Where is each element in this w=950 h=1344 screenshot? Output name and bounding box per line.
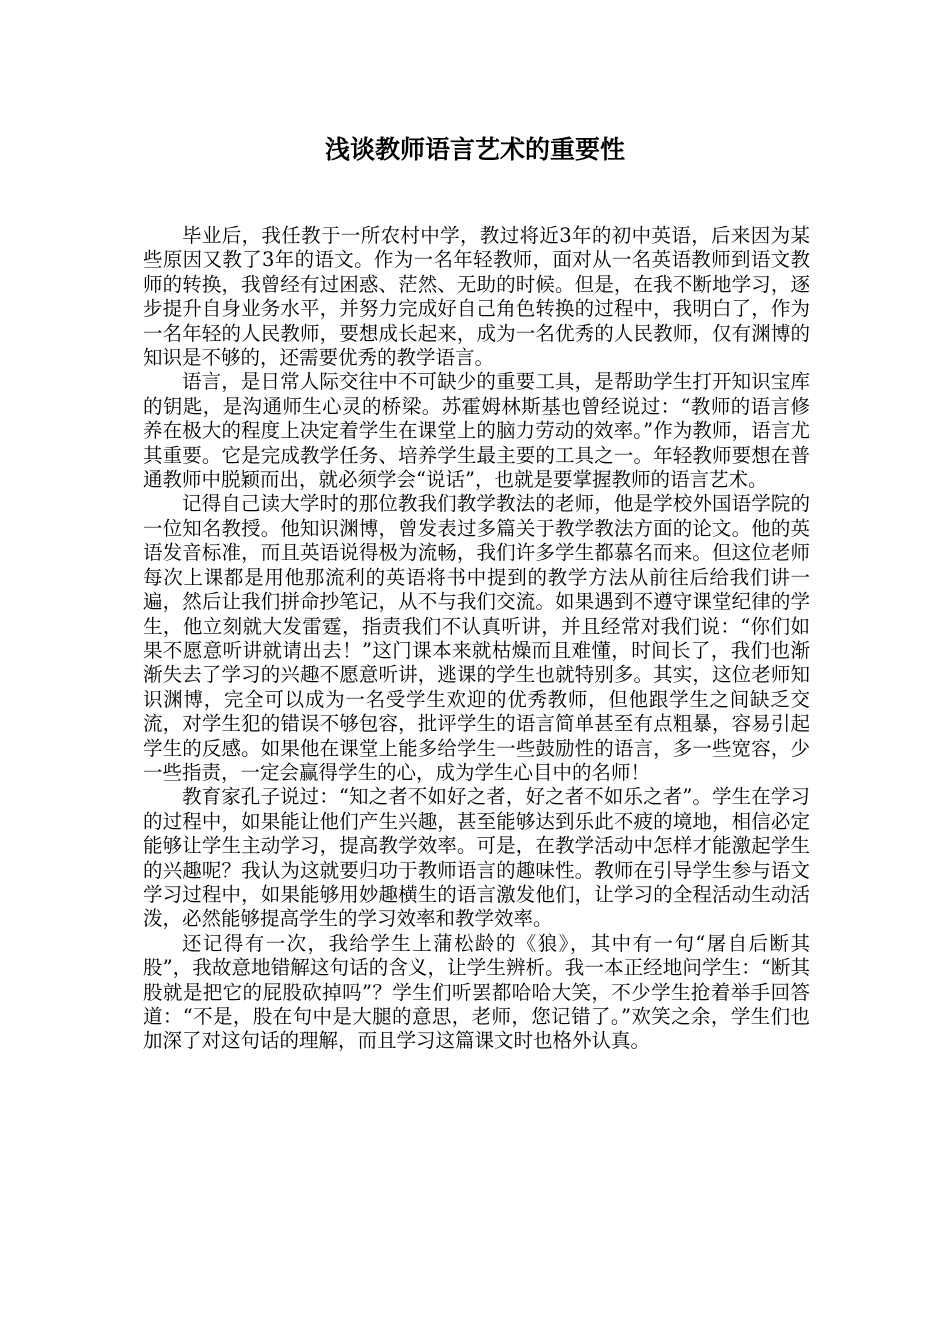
- document-body: [143, 224, 810, 1054]
- document-title: 浅谈教师语言艺术的重要性: [324, 135, 625, 164]
- paragraph: 毕业后，我任教于一所农村中学，教过将近3年的初中英语，后来因为某些原因又教了3年的语文。作为一名年轻教师，面对从一名英语教师到语文教师的转换，我曾经有过困惑、茫然、无助的时候。但是，在我不断地学习，逐步提升自身业务水平，并努力完成好自己角色转换的过程中，我明白了，作为一名年轻的人民教师，要想成长起来，成为一名优秀的人民教师，仅有渊博的知识是不够的，还需要优秀的教学语言。: [143, 224, 810, 370]
- paragraph: 记得自己读大学时的那位教我们教学教法的老师，他是学校外国语学院的一位知名教授。他知识渊博，曾发表过多篇关于教学教法方面的论文。他的英语发音标准，而且英语说得极为流畅，我们许多学生都慕名而来。但这位老师每次上课都是用他那流利的英语将书中提到的教学方法从前往后给我们讲一遍，然后让我们拼命抄笔记，从不与我们交流。如果遇到不遵守课堂纪律的学生，他立刻就大发雷霆，指责我们不认真听讲，并且经常对我们说：“你们如果不愿意听讲就请出去！”这门课本来就枯燥而且难懂，时间长了，我们也渐渐失去了学习的兴趣不愿意听讲，逃课的学生也就特别多。其实，这位老师知识渊博，完全可以成为一名受学生欢迎的优秀教师，但他跟学生之间缺乏交流，对学生犯的错误不够包容，批评学生的语言简单甚至有点粗暴，容易引起学生的反感。如果他在课堂上能多给学生一些鼓励性的语言，多一些宽容，少一些指责，一定会赢得学生的心，成为学生心目中的名师！: [143, 492, 810, 784]
- paragraph: 还记得有一次，我给学生上蒲松龄的《狼》，其中有一句“屠自后断其股”，我故意地错解这句话的含义，让学生辨析。我一本正经地问学生：“断其股就是把它的屁股砍掉吗”？学生们听罢都哈哈大笑，不少学生抢着举手回答道：“不是，股在句中是大腿的意思，老师，您记错了。”欢笑之余，学生们也加深了对这句话的理解，而且学习这篇课文时也格外认真。: [143, 931, 810, 1053]
- paragraph: 教育家孔子说过：“知之者不如好之者，好之者不如乐之者”。学生在学习的过程中，如果能让他们产生兴趣，甚至能够达到乐此不疲的境地，相信必定能够让学生主动学习，提高教学效率。可是，在教学活动中怎样才能激起学生的兴趣呢？我认为这就要归功于教师语言的趣味性。教师在引导学生参与语文学习过程中，如果能够用妙趣横生的语言激发他们，让学习的全程活动生动活泼，必然能够提高学生的学习效率和教学效率。: [143, 785, 810, 931]
- paragraph: 语言，是日常人际交往中不可缺少的重要工具，是帮助学生打开知识宝库的钥匙，是沟通师生心灵的桥梁。苏霍姆林斯基也曾经说过：“教师的语言修养在极大的程度上决定着学生在课堂上的脑力劳动的效率。”作为教师，语言尤其重要。它是完成教学任务、培养学生最主要的工具之一。年轻教师要想在普通教师中脱颖而出，就必须学会“说话”，也就是要掌握教师的语言艺术。: [143, 370, 810, 492]
